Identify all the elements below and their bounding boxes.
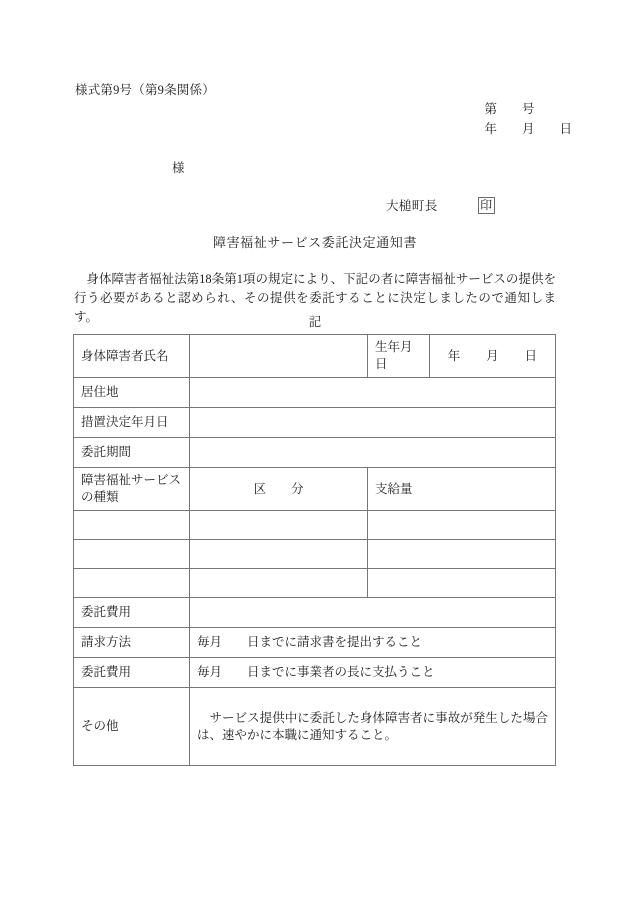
- residence-value[interactable]: [190, 378, 556, 408]
- table-row-billing-method: [74, 628, 556, 658]
- amount-header: 支給量: [368, 468, 556, 511]
- other-value[interactable]: サービス提供中に委託した身体障害者に事故が発生した場合は、速やかに本職に通知すること。: [190, 688, 556, 766]
- document-meta: [484, 99, 572, 139]
- decision-date-label: 措置決定年月日: [74, 408, 190, 438]
- billing-method-value[interactable]: 毎月 日までに請求書を提出すること: [190, 628, 556, 658]
- issuer-block: [386, 196, 495, 214]
- service-name-3[interactable]: [74, 569, 190, 598]
- table-row-name: [74, 335, 556, 378]
- name-value[interactable]: [190, 335, 368, 378]
- payment-label: 委託費用: [74, 658, 190, 688]
- billing-method-label: 請求方法: [74, 628, 190, 658]
- category-header: 区 分: [190, 468, 368, 511]
- service-type-label-line2: の種類: [81, 490, 119, 504]
- seal-stamp-icon: 印: [478, 197, 495, 214]
- service-category-3[interactable]: [190, 569, 368, 598]
- service-name-1[interactable]: [74, 511, 190, 540]
- other-label: その他: [74, 688, 190, 766]
- page-title: 障害福祉サービス委託決定通知書: [212, 235, 417, 250]
- issuer-name: 大槌町長: [386, 199, 438, 213]
- table-row-other: [74, 688, 556, 766]
- name-label: 身体障害者氏名: [74, 335, 190, 378]
- entrust-cost-value[interactable]: [190, 598, 556, 628]
- table-row-entrust-period: [74, 438, 556, 468]
- residence-label: 居住地: [74, 378, 190, 408]
- form-number: 様式第9号（第9条関係）: [75, 83, 215, 97]
- payment-value[interactable]: 毎月 日までに事業者の長に支払うこと: [190, 658, 556, 688]
- service-name-2[interactable]: [74, 540, 190, 569]
- service-category-1[interactable]: [190, 511, 368, 540]
- entrust-period-value[interactable]: [190, 438, 556, 468]
- service-amount-2[interactable]: [368, 540, 556, 569]
- entrust-cost-label: 委託費用: [74, 598, 190, 628]
- service-type-label: [74, 468, 190, 511]
- table-row-entrust-cost: [74, 598, 556, 628]
- table-row-residence: [74, 378, 556, 408]
- table-row-service-1: [74, 511, 556, 540]
- service-type-label-line1: 障害福祉サービス: [81, 473, 182, 487]
- service-amount-1[interactable]: [368, 511, 556, 540]
- record-marker: 記: [308, 315, 322, 329]
- entrust-period-label: 委託期間: [74, 438, 190, 468]
- table-row-service-2: [74, 540, 556, 569]
- document-date-line: 年 月 日: [484, 122, 572, 136]
- table-row-service-header: [74, 468, 556, 511]
- decision-date-value[interactable]: [190, 408, 556, 438]
- dob-label: 生年月日: [368, 335, 430, 378]
- table-row-decision-date: [74, 408, 556, 438]
- addressee-honorific: 様: [172, 161, 185, 175]
- service-amount-3[interactable]: [368, 569, 556, 598]
- table-row-payment: [74, 658, 556, 688]
- dob-value[interactable]: 年 月 日: [430, 335, 556, 378]
- body-paragraph: 身体障害者福祉法第18条第1項の規定により、下記の者に障害福祉サービスの提供を行う必要があると認められ、その提供を委託することに決定しましたので通知します。: [74, 272, 556, 324]
- document-number-line: 第 号: [484, 102, 535, 116]
- table-row-service-3: [74, 569, 556, 598]
- service-category-2[interactable]: [190, 540, 368, 569]
- notification-table: [73, 334, 556, 766]
